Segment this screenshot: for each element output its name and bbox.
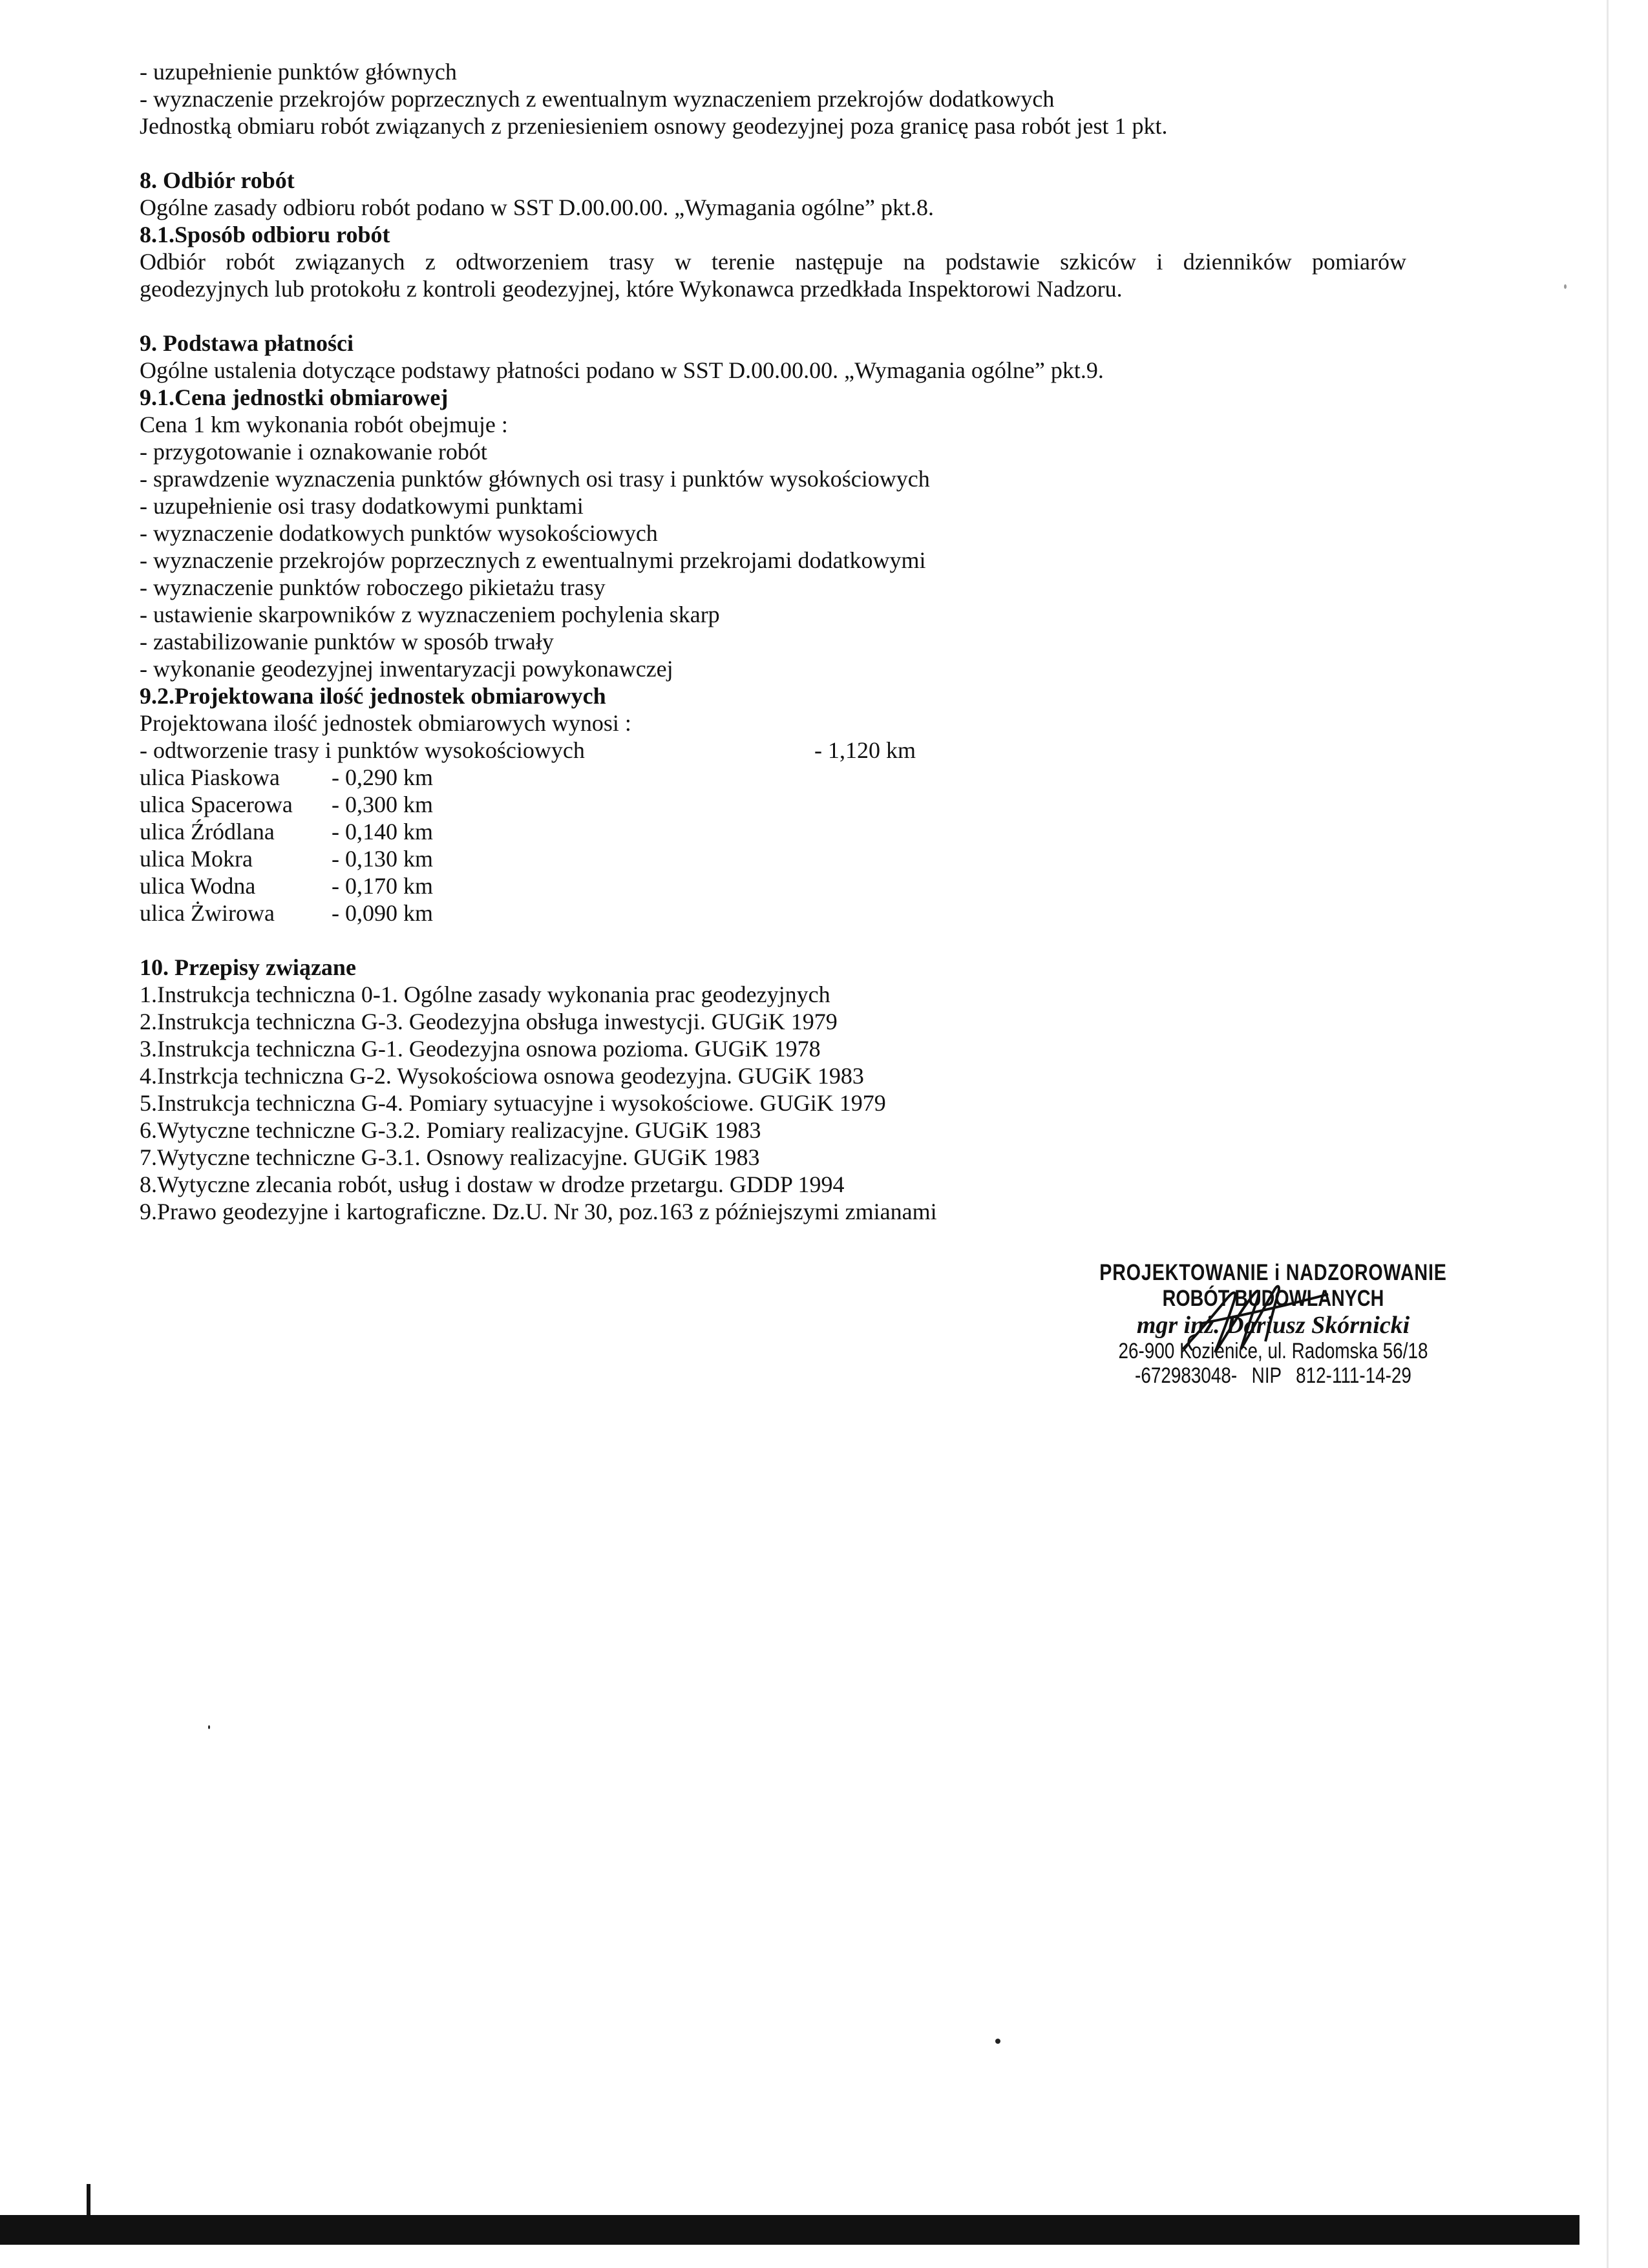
regulation-item: 2.Instrukcja techniczna G-3. Geodezyjna obsługa inwestycji. GUGiK 1979 xyxy=(140,1009,838,1034)
section-8-1-line-1: Odbiór robót związanych z odtworzeniem trasy w terenie następuje na podstawie szkiców i dzienników pomiarów xyxy=(140,249,1406,275)
regulation-item: 7.Wytyczne techniczne G-3.1. Osnowy realizacyjne. GUGiK 1983 xyxy=(140,1144,760,1170)
section-8-intro: Ogólne zasady odbioru robót podano w SST D.00.00.00. „Wymagania ogólne” pkt.8. xyxy=(140,194,934,220)
street-row xyxy=(140,872,1406,899)
list-item: - zastabilizowanie punktów w sposób trwały xyxy=(140,629,554,655)
stamp-line-address: 26-900 Kozienice, ul. Radomska 56/18 xyxy=(1118,1339,1428,1363)
section-9-heading: 9. Podstawa płatności xyxy=(140,330,354,356)
list-item: - wyznaczenie przekrojów poprzecznych z ewentualnymi przekrojami dodatkowymi xyxy=(140,547,926,573)
total-measure-value: - 1,120 km xyxy=(814,737,916,763)
street-length: - 0,130 km xyxy=(332,846,433,872)
regulation-item: 6.Wytyczne techniczne G-3.2. Pomiary realizacyjne. GUGiK 1983 xyxy=(140,1117,761,1143)
section-9-2-intro: Projektowana ilość jednostek obmiarowych wynosi : xyxy=(140,710,631,736)
section-9-2-heading: 9.2.Projektowana ilość jednostek obmiarowych xyxy=(140,683,606,709)
list-item: - sprawdzenie wyznaczenia punktów głównych osi trasy i punktów wysokościowych xyxy=(140,466,930,492)
street-name: ulica Piaskowa xyxy=(140,764,280,790)
street-name: ulica Wodna xyxy=(140,873,256,899)
scan-edge xyxy=(1607,0,1609,2268)
list-item: - wykonanie geodezyjnej inwentaryzacji powykonawczej xyxy=(140,656,673,682)
street-row xyxy=(140,764,1406,791)
total-measure-label: - odtworzenie trasy i punktów wysokościowych xyxy=(140,737,585,763)
street-length: - 0,170 km xyxy=(332,873,433,899)
street-row xyxy=(140,899,1406,927)
street-row xyxy=(140,818,1406,845)
regulation-item: 5.Instrukcja techniczna G-4. Pomiary sytuacyjne i wysokościowe. GUGiK 1979 xyxy=(140,1090,886,1116)
stamp-line-company-2: ROBÓT BUDOWLANYCH xyxy=(1162,1286,1384,1311)
stamp-line-company: PROJEKTOWANIE i NADZOROWANIE xyxy=(1099,1260,1447,1285)
street-name: ulica Mokra xyxy=(140,846,253,872)
total-measure-row xyxy=(140,737,1406,764)
regulation-item: 3.Instrukcja techniczna G-1. Geodezyjna osnowa pozioma. GUGiK 1978 xyxy=(140,1036,821,1062)
section-9-intro: Ogólne ustalenia dotyczące podstawy płatności podano w SST D.00.00.00. „Wymagania ogólne” pkt.9. xyxy=(140,357,1104,383)
document-body xyxy=(140,58,1406,1225)
street-length: - 0,140 km xyxy=(332,819,433,845)
street-row xyxy=(140,791,1406,818)
street-name: ulica Żwirowa xyxy=(140,900,275,926)
scan-bottom-border xyxy=(0,2215,1579,2245)
list-item: - ustawienie skarpowników z wyznaczeniem pochylenia skarp xyxy=(140,602,720,627)
stamp-line-ids: -672983048- NIP 812-111-14-29 xyxy=(1135,1363,1411,1388)
street-name: ulica Źródlana xyxy=(140,819,275,845)
section-8-1-line-2: geodezyjnych lub protokołu z kontroli geodezyjnej, które Wykonawca przedkłada Inspektorowi Nadzoru. xyxy=(140,276,1123,302)
list-item: - wyznaczenie punktów roboczego pikietażu trasy xyxy=(140,574,606,600)
list-item: - wyznaczenie dodatkowych punktów wysokościowych xyxy=(140,520,658,546)
stamp-line-name: mgr inż. Dariusz Skórnicki xyxy=(1136,1312,1410,1339)
top-line-1: - uzupełnienie punktów głównych xyxy=(140,59,457,85)
top-line-2: - wyznaczenie przekrojów poprzecznych z ewentualnym wyznaczeniem przekrojów dodatkowych xyxy=(140,86,1055,112)
section-8-1-heading: 8.1.Sposób odbioru robót xyxy=(140,222,390,247)
regulation-item: 1.Instrukcja techniczna 0-1. Ogólne zasady wykonania prac geodezyjnych xyxy=(140,982,830,1007)
list-item: - przygotowanie i oznakowanie robót xyxy=(140,439,487,465)
regulation-item: 9.Prawo geodezyjne i kartograficzne. Dz.U. Nr 30, poz.163 z późniejszymi zmianami xyxy=(140,1199,937,1224)
regulation-item: 4.Instrkcja techniczna G-2. Wysokościowa osnowa geodezyjna. GUGiK 1983 xyxy=(140,1063,864,1089)
regulation-item: 8.Wytyczne zlecania robót, usług i dostaw w drodze przetargu. GDDP 1994 xyxy=(140,1171,845,1197)
section-8-heading: 8. Odbiór robót xyxy=(140,167,295,193)
street-row xyxy=(140,845,1406,872)
street-length: - 0,090 km xyxy=(332,900,433,926)
company-stamp xyxy=(1047,1260,1499,1388)
scan-speck xyxy=(1564,284,1567,289)
top-line-3: Jednostką obmiaru robót związanych z przeniesieniem osnowy geodezyjnej poza granicę pasa robót jest 1 pkt. xyxy=(140,113,1168,139)
scan-speck xyxy=(995,2039,1000,2044)
section-10-heading: 10. Przepisy związane xyxy=(140,954,356,980)
scan-speck xyxy=(208,1725,210,1729)
street-name: ulica Spacerowa xyxy=(140,792,293,817)
section-9-1-intro: Cena 1 km wykonania robót obejmuje : xyxy=(140,412,508,437)
street-length: - 0,300 km xyxy=(332,792,433,817)
list-item: - uzupełnienie osi trasy dodatkowymi punktami xyxy=(140,493,584,519)
street-length: - 0,290 km xyxy=(332,764,433,790)
section-9-1-heading: 9.1.Cena jednostki obmiarowej xyxy=(140,384,449,410)
